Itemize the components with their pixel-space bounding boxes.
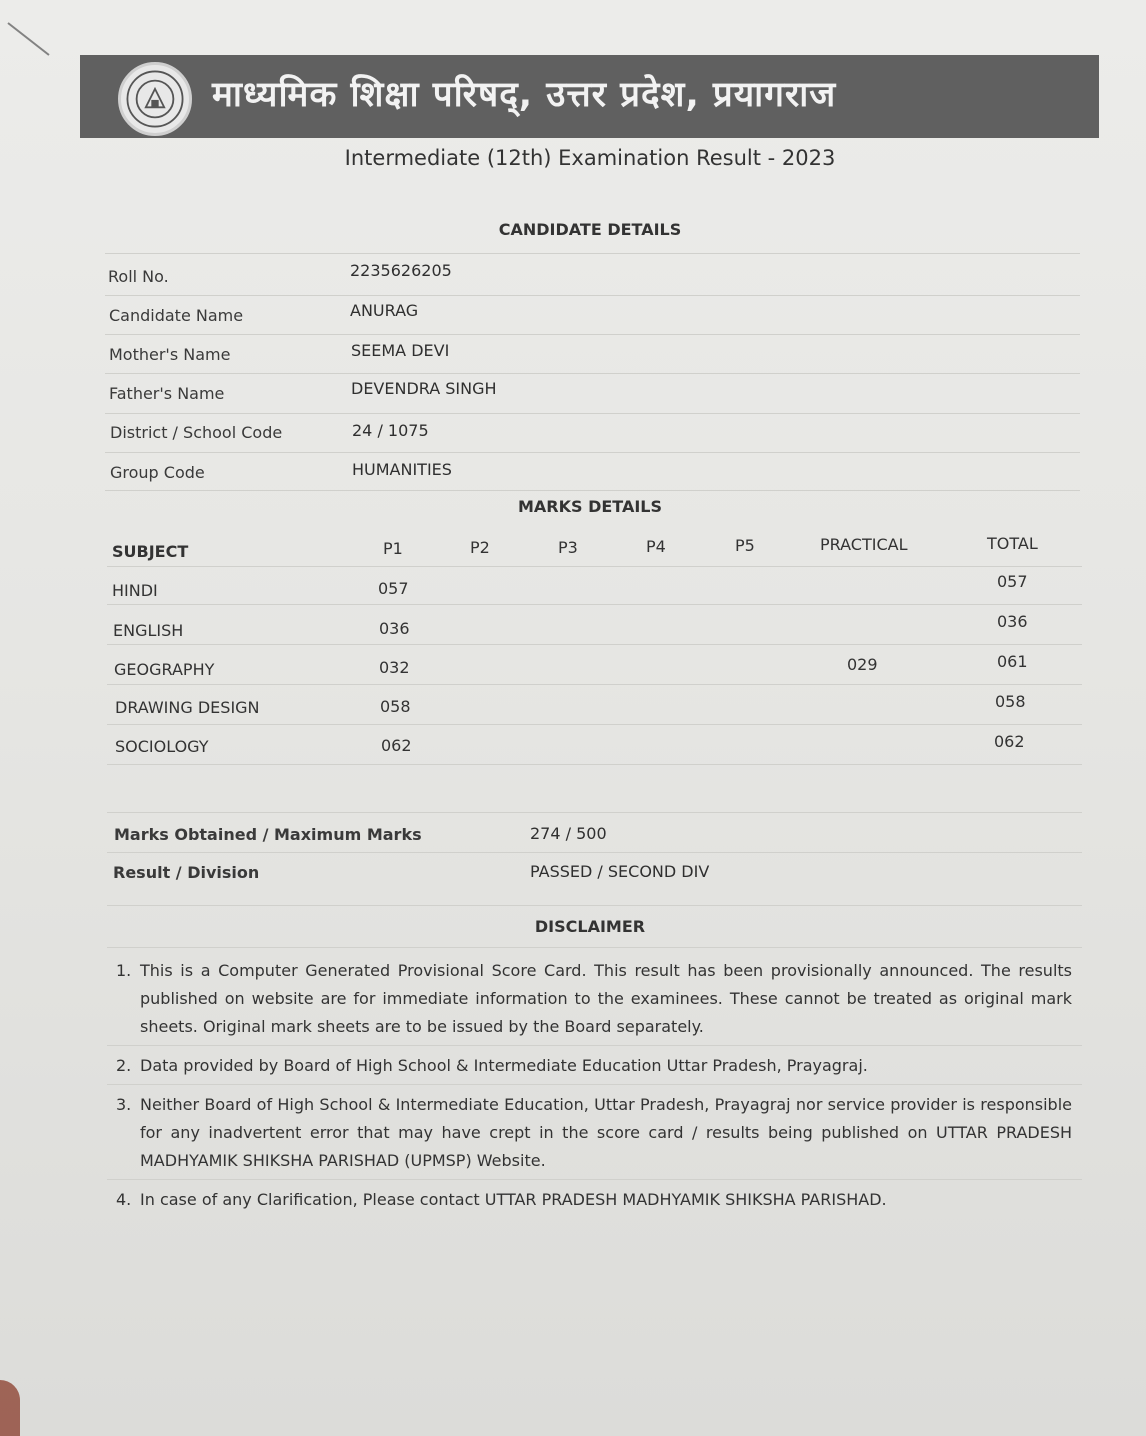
divider <box>105 413 1080 414</box>
divider <box>107 644 1082 645</box>
total-mark: 061 <box>997 652 1028 671</box>
disclaimer-item <box>116 957 1072 1041</box>
divider <box>107 604 1082 605</box>
item-text: Neither Board of High School & Intermediate Education, Uttar Pradesh, Prayagraj nor service provider is responsible for any inadvertent error that may have crept in the score card / results being published on UTTAR PRADESH MADHYAMIK SHIKSHA PARISHAD (UPMSP) Website. <box>140 1095 1072 1170</box>
candidate-name: ANURAG <box>350 301 419 320</box>
p1-mark: 058 <box>380 697 411 716</box>
col-header-total: TOTAL <box>987 534 1038 553</box>
item-number: 1. <box>116 961 132 980</box>
group-code: HUMANITIES <box>352 460 452 479</box>
father-name: DEVENDRA SINGH <box>351 379 497 398</box>
disclaimer-item <box>116 1052 1072 1080</box>
divider <box>107 724 1082 725</box>
disclaimer-item <box>116 1091 1072 1175</box>
divider <box>107 812 1082 813</box>
col-header-p5: P5 <box>735 536 755 555</box>
divider <box>107 1084 1082 1085</box>
divider <box>107 1045 1082 1046</box>
col-header-p3: P3 <box>558 538 578 557</box>
p1-mark: 057 <box>378 579 409 598</box>
divider <box>105 373 1080 374</box>
col-header-subject: SUBJECT <box>112 542 189 561</box>
total-mark: 062 <box>994 732 1025 751</box>
candidate-section-title: CANDIDATE DETAILS <box>498 220 682 239</box>
subject-name: ENGLISH <box>113 621 184 640</box>
col-header-practical: PRACTICAL <box>820 535 908 554</box>
field-label: Mother's Name <box>109 345 231 364</box>
divider <box>105 253 1080 254</box>
item-text: In case of any Clarification, Please contact UTTAR PRADESH MADHYAMIK SHIKSHA PARISHAD. <box>140 1190 887 1209</box>
practical-mark: 029 <box>847 655 878 674</box>
p1-mark: 036 <box>379 619 410 638</box>
exam-title: Intermediate (12th) Examination Result - 2023 <box>344 146 836 170</box>
subject-name: HINDI <box>112 581 158 600</box>
divider <box>105 295 1080 296</box>
divider <box>105 452 1080 453</box>
marks-obtained-label: Marks Obtained / Maximum Marks <box>114 825 422 844</box>
total-mark: 058 <box>995 692 1026 711</box>
col-header-p4: P4 <box>646 537 666 556</box>
field-label: Group Code <box>110 463 205 482</box>
field-label: Father's Name <box>109 384 225 403</box>
p1-mark: 032 <box>379 658 410 677</box>
subject-name: SOCIOLOGY <box>115 737 209 756</box>
result-division-label: Result / Division <box>113 863 260 882</box>
col-header-p2: P2 <box>470 538 490 557</box>
mother-name: SEEMA DEVI <box>351 341 450 360</box>
divider <box>107 1179 1082 1180</box>
col-header-p1: P1 <box>383 539 403 558</box>
field-label: Candidate Name <box>109 306 244 325</box>
divider <box>105 334 1080 335</box>
divider <box>107 905 1082 906</box>
subject-name: GEOGRAPHY <box>114 660 215 679</box>
total-mark: 057 <box>997 572 1028 591</box>
item-text: This is a Computer Generated Provisional Score Card. This result has been provisionally announced. The results published on website are for immediate information to the examinees. These cannot be treated as original mark sheets. Original mark sheets are to be issued by the Board separately. <box>140 961 1072 1036</box>
divider <box>105 490 1080 491</box>
district-school-code: 24 / 1075 <box>352 421 429 440</box>
field-label: Roll No. <box>108 267 169 286</box>
field-label: District / School Code <box>110 423 283 442</box>
item-number: 3. <box>116 1095 132 1114</box>
roll-number: 2235626205 <box>350 261 452 280</box>
item-text: Data provided by Board of High School & Intermediate Education Uttar Pradesh, Prayagraj. <box>140 1056 868 1075</box>
divider <box>107 852 1082 853</box>
divider <box>107 764 1082 765</box>
divider <box>107 947 1082 948</box>
item-number: 2. <box>116 1056 132 1075</box>
divider <box>107 684 1082 685</box>
marks-section-title: MARKS DETAILS <box>517 497 663 516</box>
disclaimer-item <box>116 1186 1072 1214</box>
disclaimer-title: DISCLAIMER <box>534 917 646 936</box>
board-title: माध्यमिक शिक्षा परिषद्, उत्तर प्रदेश, प्रयागराज <box>212 75 837 115</box>
total-mark: 036 <box>997 612 1028 631</box>
item-number: 4. <box>116 1190 132 1209</box>
p1-mark: 062 <box>381 736 412 755</box>
subject-name: DRAWING DESIGN <box>115 698 260 717</box>
marks-obtained-value: 274 / 500 <box>530 824 607 843</box>
upmsp-emblem-icon <box>118 62 192 136</box>
result-division-value: PASSED / SECOND DIV <box>530 862 710 881</box>
divider <box>107 566 1082 567</box>
